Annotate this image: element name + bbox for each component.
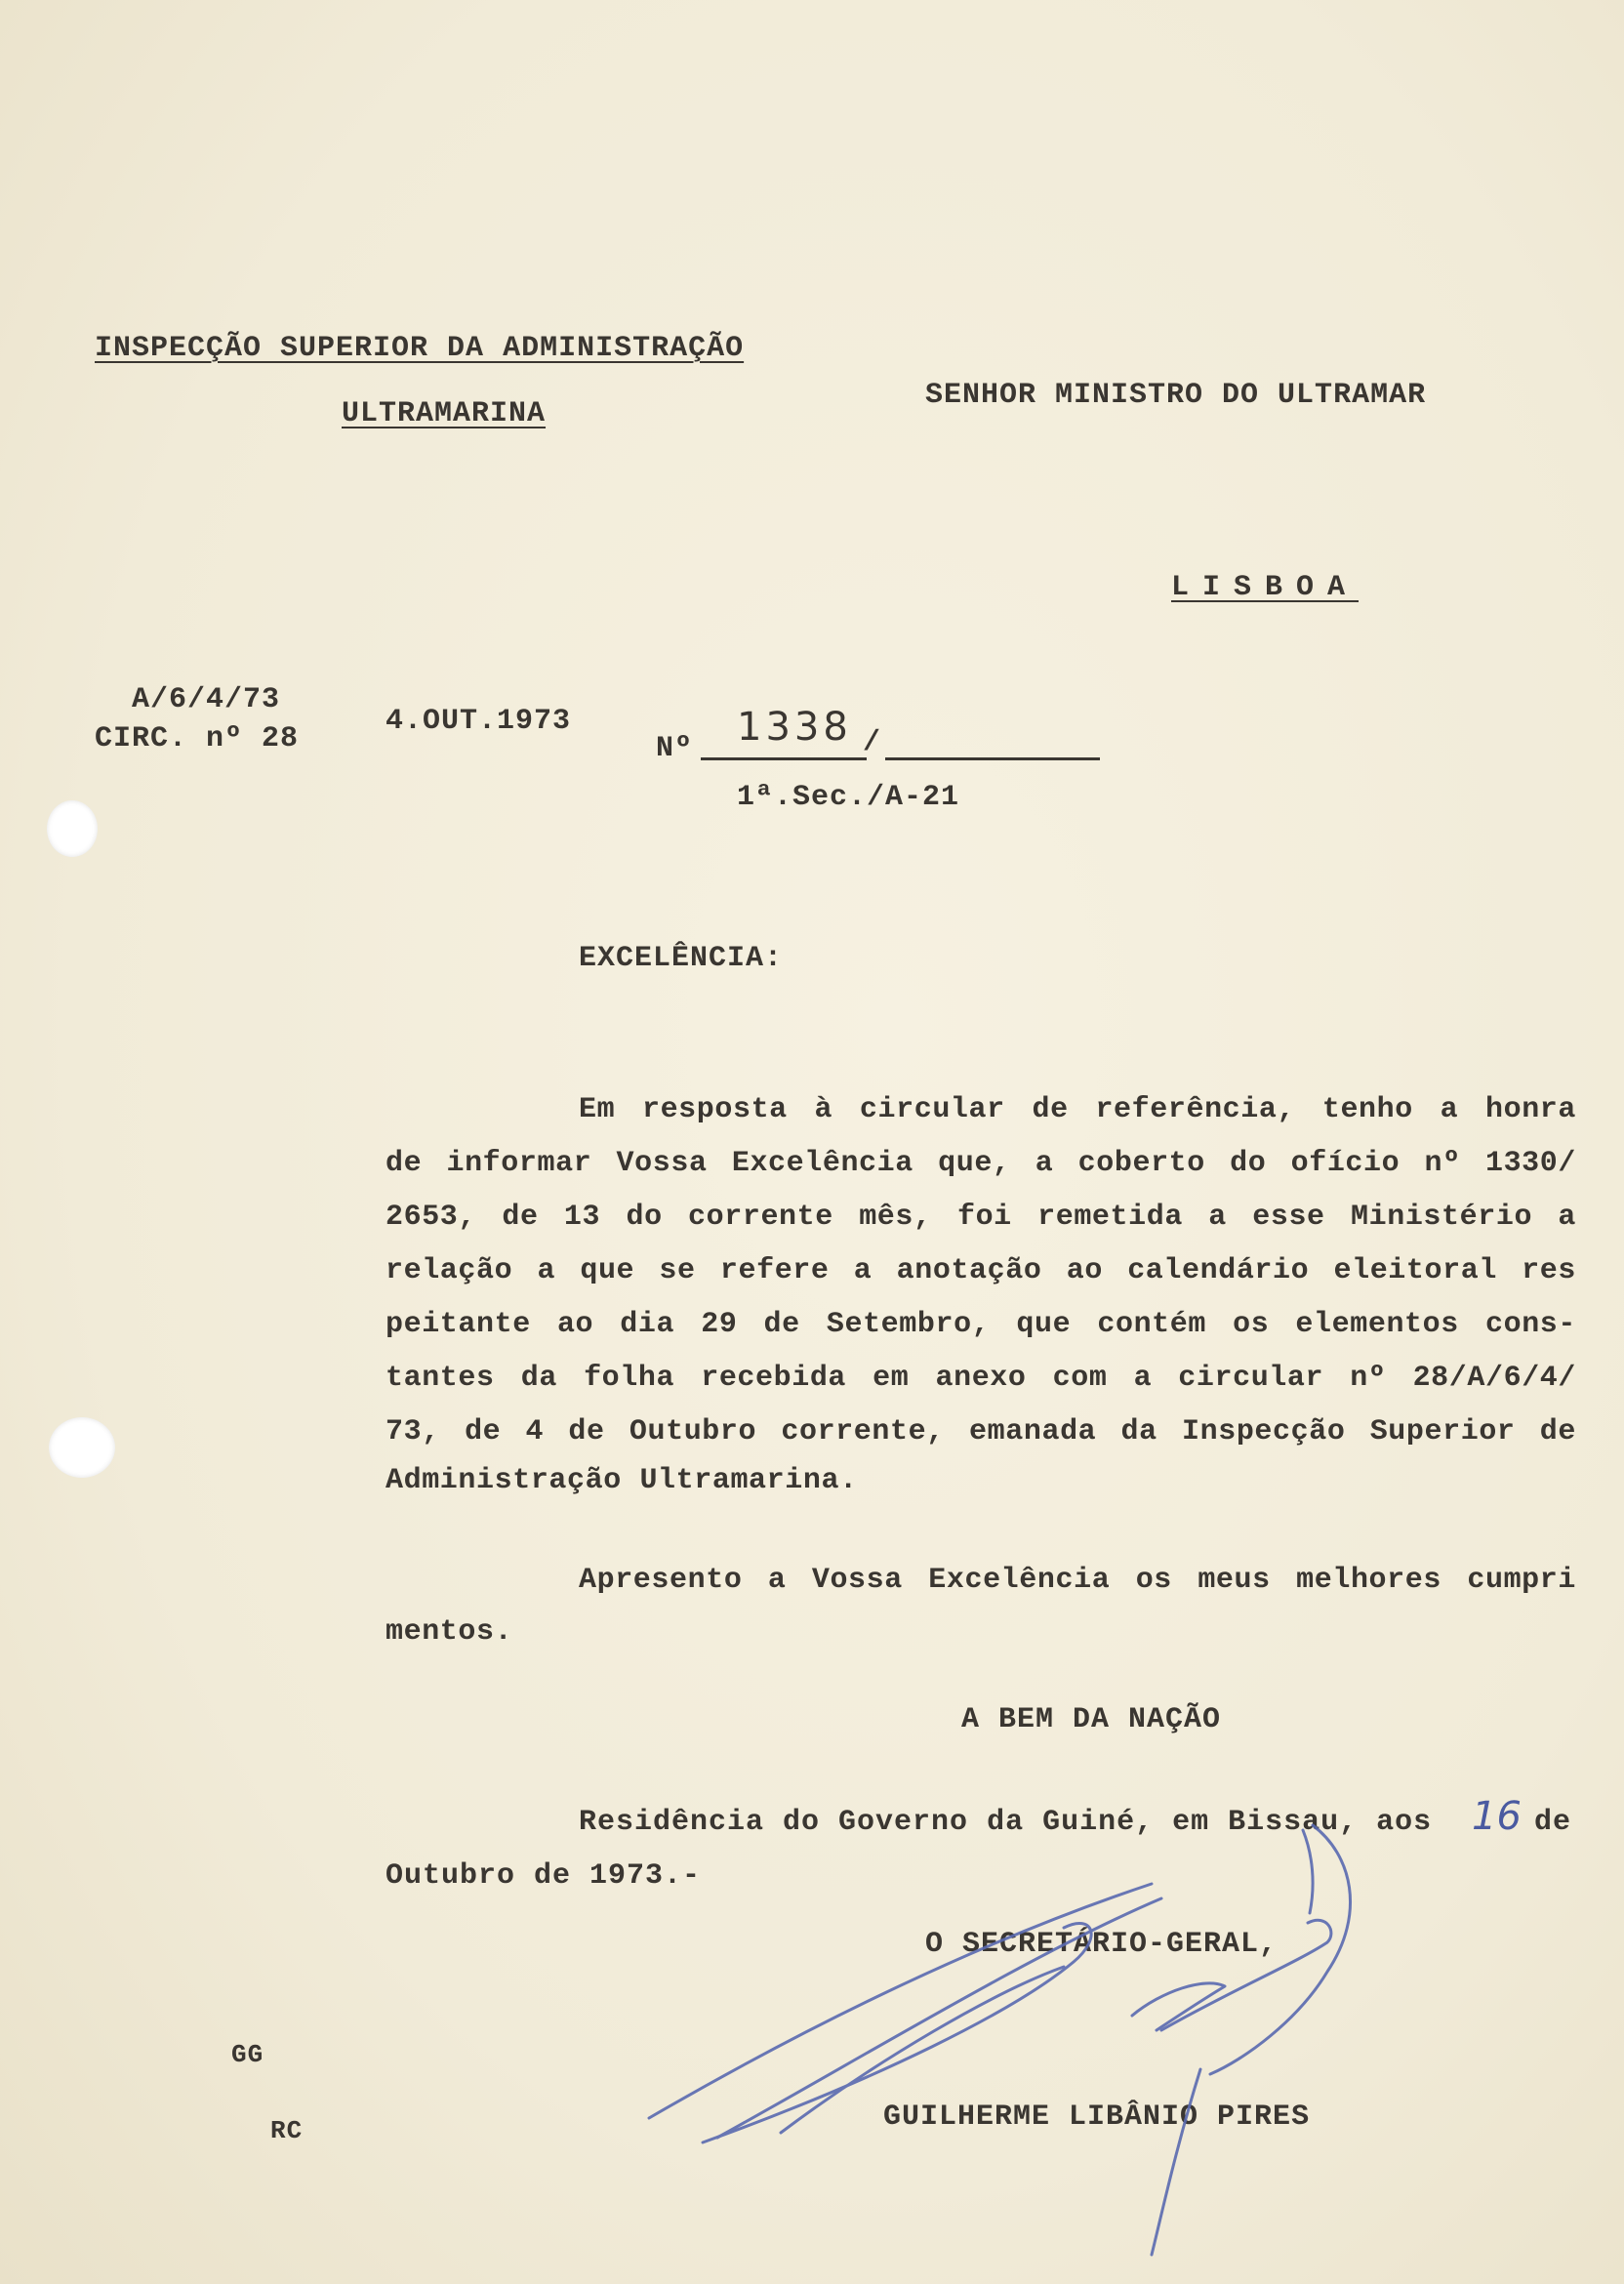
date-line: Outubro de 1973.- [386, 1859, 702, 1893]
reference-code: A/6/4/73 [132, 683, 281, 716]
body-line: relação a que se refere a anotação ao calendário eleitoral res [386, 1254, 1576, 1287]
city: LISBOA [1171, 571, 1360, 604]
reference-date: 4.OUT.1973 [386, 705, 572, 738]
signatory-name: GUILHERME LIBÂNIO PIRES [883, 2100, 1311, 2134]
body-line: 2653, de 13 do corrente mês, foi remetida a esse Ministério a [386, 1201, 1576, 1234]
initials-rc: RC [270, 2116, 304, 2145]
number-label: Nº [656, 732, 694, 765]
body-line: Apresento a Vossa Excelência os meus melhores cumpri [579, 1564, 1576, 1597]
salutation: EXCELÊNCIA: [579, 942, 784, 975]
body-line: Administração Ultramarina. [386, 1464, 858, 1497]
signatory-title: O SECRETÁRIO-GERAL, [925, 1928, 1279, 1961]
org-line-2: ULTRAMARINA [342, 397, 547, 430]
body-line: de informar Vossa Excelência que, a coberto do ofício nº 1330/ [386, 1147, 1576, 1180]
org-line-1: INSPECÇÃO SUPERIOR DA ADMINISTRAÇÃO [95, 332, 745, 365]
handwritten-number: 1338 [737, 705, 852, 750]
body-line: Em resposta à circular de referência, tenho a honra [579, 1093, 1576, 1126]
closing-motto: A BEM DA NAÇÃO [961, 1703, 1222, 1736]
body-line: tantes da folha recebida em anexo com a circular nº 28/A/6/4/ [386, 1362, 1576, 1395]
body-line: mentos. [386, 1615, 513, 1649]
section-code: 1ª.Sec./A-21 [737, 781, 960, 814]
circular-number: CIRC. nº 28 [95, 722, 300, 755]
body-line: 73, de 4 de Outubro corrente, emanada da Inspecção Superior de [386, 1415, 1576, 1448]
number-slash: / [863, 726, 882, 759]
body-line: peitante ao dia 29 de Setembro, que contém os elementos cons- [386, 1308, 1576, 1341]
place-line-suffix: de [1534, 1806, 1572, 1839]
place-line: Residência do Governo da Guiné, em Bissau, aos [579, 1806, 1433, 1839]
addressee: SENHOR MINISTRO DO ULTRAMAR [925, 379, 1427, 412]
initials-gg: GG [231, 2040, 264, 2069]
handwritten-day: 16 [1472, 1794, 1522, 1839]
